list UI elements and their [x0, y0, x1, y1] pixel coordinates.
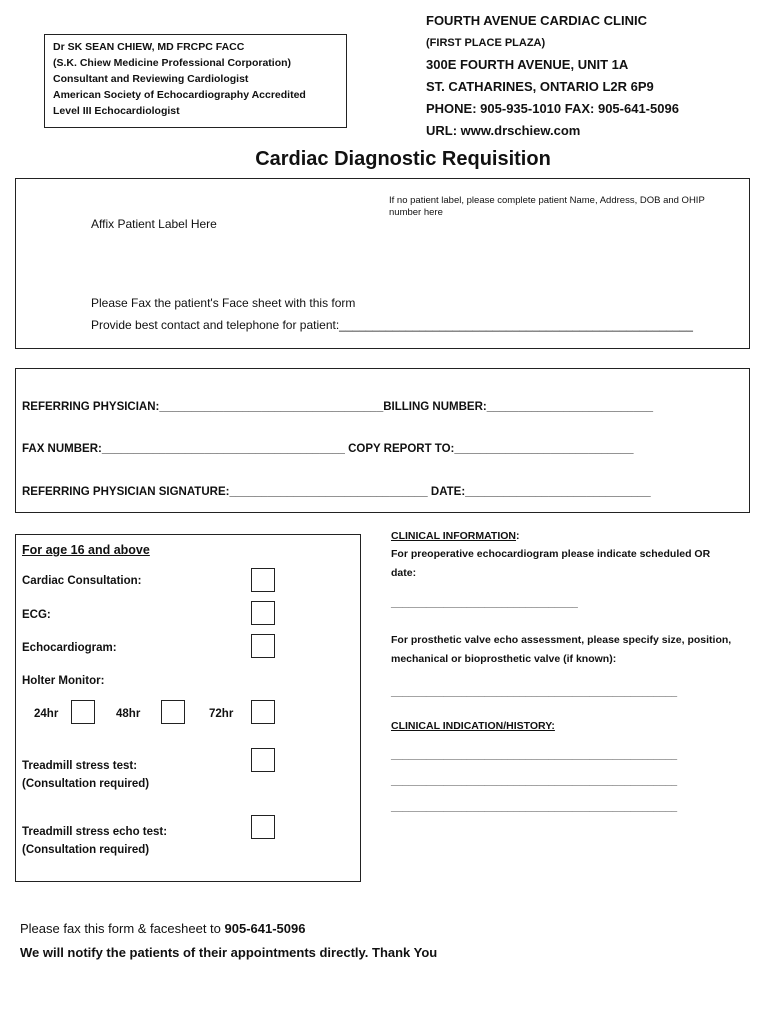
doctor-corporation: (S.K. Chiew Medicine Professional Corporation) [53, 57, 292, 69]
treadmill-stress-echo-title: Treadmill stress echo test: [22, 826, 168, 838]
prosthetic-details-field[interactable]: _________________________________________________ [391, 686, 678, 698]
clinic-url: URL: www.drschiew.com [426, 123, 581, 138]
cardiac-consultation-checkbox[interactable] [251, 568, 275, 592]
signature-field[interactable]: REFERRING PHYSICIAN SIGNATURE:_______________________________ DATE:_____________________________ [22, 486, 651, 498]
holter-24hr-checkbox[interactable] [71, 700, 95, 724]
treadmill-stress-echo-label [22, 823, 167, 859]
holter-48hr-checkbox[interactable] [161, 700, 185, 724]
prosthetic-note-line1: For prosthetic valve echo assessment, please specify size, position, [391, 634, 732, 646]
clinical-info-heading-colon: : [516, 530, 520, 542]
doctor-accreditation: American Society of Echocardiography Accredited [53, 89, 306, 101]
clinic-plaza: (FIRST PLACE PLAZA) [426, 37, 546, 49]
doctor-level: Level III Echocardiologist [53, 105, 180, 117]
clinic-info [426, 10, 679, 142]
history-field-2[interactable]: _________________________________________________ [391, 775, 678, 787]
clinical-info-heading-text: CLINICAL INFORMATION [391, 530, 517, 542]
holter-48hr-label: 48hr [116, 708, 141, 720]
no-label-note: If no patient label, please complete patient Name, Address, DOB and OHIP number here [389, 195, 705, 218]
holter-72hr-checkbox[interactable] [251, 700, 275, 724]
prosthetic-note-line2: mechanical or bioprosthetic valve (if known): [391, 653, 617, 665]
treadmill-stress-checkbox[interactable] [251, 748, 275, 772]
clinical-indication-heading: CLINICAL INDICATION/HISTORY: [391, 720, 555, 732]
clinical-info-heading [391, 530, 761, 542]
preop-note [391, 545, 761, 583]
prosthetic-note [391, 631, 761, 669]
fax-instructions-text: Please fax this form & facesheet to [20, 921, 225, 936]
preop-note-line1: For preoperative echocardiogram please indicate scheduled OR [391, 548, 711, 560]
referring-physician-field[interactable]: REFERRING PHYSICIAN:___________________________________BILLING NUMBER:__________________________ [22, 401, 654, 413]
holter-24hr-label: 24hr [34, 708, 59, 720]
patient-label-box[interactable] [15, 178, 750, 349]
physician-box [15, 368, 750, 513]
history-field-3[interactable]: _________________________________________________ [391, 801, 678, 813]
clinic-phone-fax: PHONE: 905-935-1010 FAX: 905-641-5096 [426, 101, 679, 116]
doctor-name: Dr SK SEAN CHIEW, MD FRCPC FACC [53, 41, 245, 53]
treadmill-stress-echo-checkbox[interactable] [251, 815, 275, 839]
fax-number: 905-641-5096 [224, 921, 306, 936]
preop-date-field[interactable]: ________________________________ [391, 597, 578, 609]
fax-face-sheet-note: Please Fax the patient's Face sheet with this form [91, 296, 356, 310]
patient-contact-field[interactable]: Provide best contact and telephone for patient:_____________________________________________________ [91, 318, 693, 332]
tests-heading: For age 16 and above [22, 543, 150, 557]
patient-label-placeholder: Affix Patient Label Here [91, 217, 217, 231]
clinic-name: FOURTH AVENUE CARDIAC CLINIC [426, 13, 647, 28]
fax-instructions [20, 921, 305, 936]
doctor-info-box [44, 34, 347, 128]
holter-monitor-label: Holter Monitor: [22, 675, 105, 687]
treadmill-stress-label [22, 757, 149, 793]
clinic-address: 300E FOURTH AVENUE, UNIT 1A [426, 57, 629, 72]
treadmill-stress-title: Treadmill stress test: [22, 760, 138, 772]
doctor-role: Consultant and Reviewing Cardiologist [53, 73, 249, 85]
ecg-label: ECG: [22, 609, 51, 621]
notify-note: We will notify the patients of their appointments directly. Thank You [20, 945, 438, 960]
echocardiogram-checkbox[interactable] [251, 634, 275, 658]
fax-number-field[interactable]: FAX NUMBER:______________________________________ COPY REPORT TO:____________________________ [22, 443, 634, 455]
holter-72hr-label: 72hr [209, 708, 234, 720]
preop-note-line2: date: [391, 567, 417, 579]
page-title: Cardiac Diagnostic Requisition [255, 148, 551, 170]
echocardiogram-label: Echocardiogram: [22, 642, 117, 654]
treadmill-stress-echo-note: (Consultation required) [22, 844, 150, 856]
cardiac-consultation-label: Cardiac Consultation: [22, 575, 142, 587]
clinic-city: ST. CATHARINES, ONTARIO L2R 6P9 [426, 79, 654, 94]
ecg-checkbox[interactable] [251, 601, 275, 625]
tests-box [15, 534, 361, 882]
treadmill-stress-note: (Consultation required) [22, 778, 150, 790]
history-field-1[interactable]: _________________________________________________ [391, 749, 678, 761]
clinical-info-section [391, 530, 761, 813]
